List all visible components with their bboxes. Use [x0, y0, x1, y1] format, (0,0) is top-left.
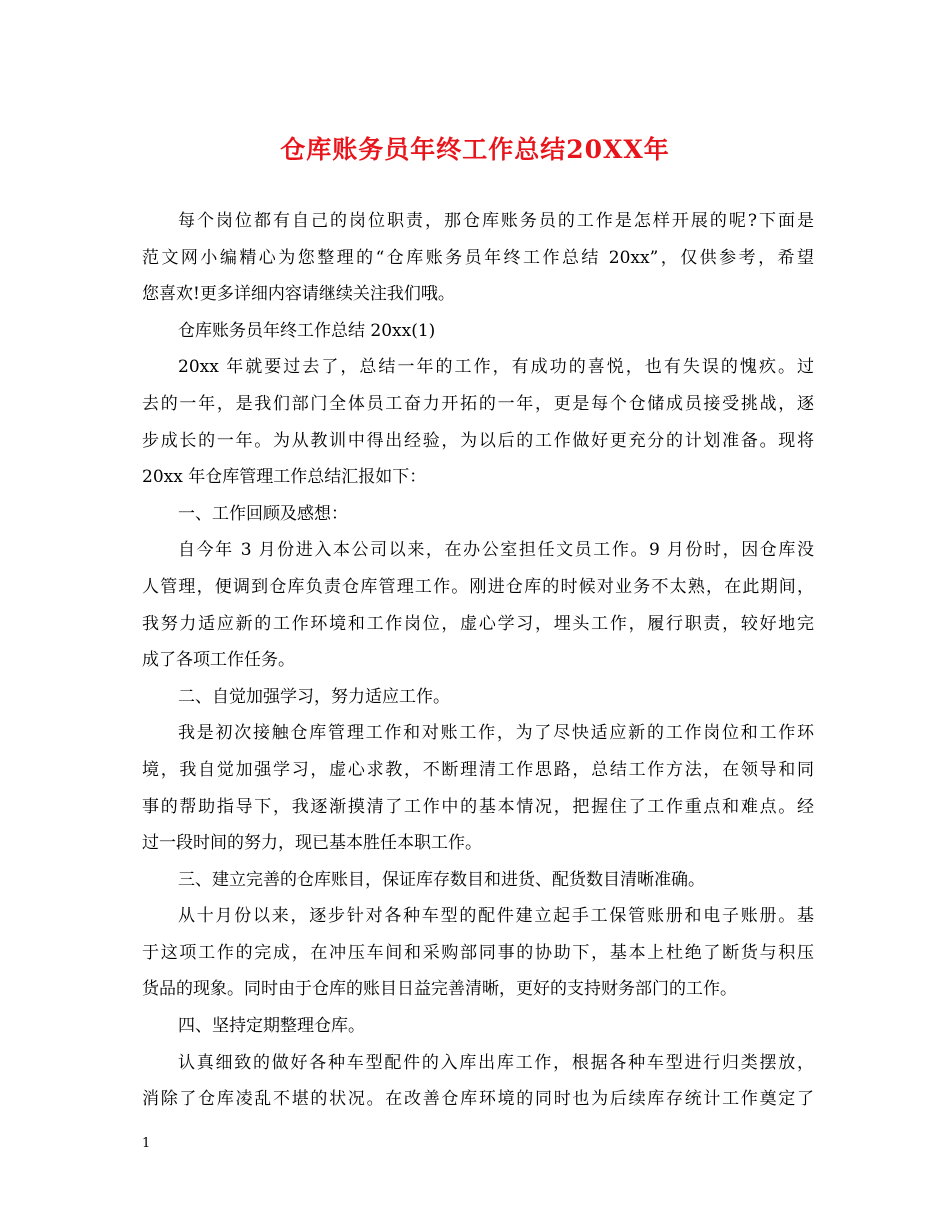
section-heading-2 [142, 679, 814, 716]
section-heading-4 [142, 1008, 814, 1045]
text-line: 一、工作回顾及感想： [178, 503, 348, 524]
text-line: 20xx 年就要过去了，总结一年的工作，有成功的喜悦，也有失误的愧疚。过 [178, 357, 814, 378]
text-line: 四、坚持定期整理仓库。 [178, 1016, 365, 1037]
paragraph-section-2 [142, 715, 814, 861]
paragraph-intro [142, 203, 814, 313]
text-line: 境，我自觉加强学习，虚心求教，不断理清工作思路，总结工作方法，在领导和同 [142, 759, 814, 780]
text-line: 货品的现象。同时由于仓库的账目日益完善清晰，更好的支持财务部门的工作。 [142, 979, 737, 1000]
text-line: 每个岗位都有自己的岗位职责，那仓库账务员的工作是怎样开展的呢?下面是 [178, 211, 814, 231]
text-line: 您喜欢!更多详细内容请继续关注我们哦。 [142, 284, 455, 305]
page-number: 1 [142, 1136, 151, 1151]
paragraph-section-4 [142, 1045, 814, 1118]
paragraph-section-3 [142, 898, 814, 1008]
document-title: 仓库账务员年终工作总结20XX年 [280, 135, 670, 164]
text-line: 我是初次接触仓库管理工作和对账工作，为了尽快适应新的工作岗位和工作环 [178, 723, 814, 744]
text-line: 我努力适应新的工作环境和工作岗位，虚心学习，埋头工作，履行职责，较好地完 [142, 613, 814, 634]
section-heading-3 [142, 862, 814, 899]
text-line: 人管理，便调到仓库负责仓库管理工作。刚进仓库的时候对业务不太熟，在此期间， [142, 576, 814, 597]
text-line: 过一段时间的努力，现已基本胜任本职工作。 [142, 833, 482, 854]
text-line: 20xx 年仓库管理工作总结汇报如下： [142, 467, 427, 488]
text-line: 去的一年，是我们部门全体员工奋力开拓的一年，更是每个仓储成员接受挑战，逐 [142, 393, 814, 414]
text-line: 于这项工作的完成，在冲压车间和采购部同事的协助下，基本上杜绝了断货与积压 [142, 942, 814, 963]
text-line: 事的帮助指导下，我逐渐摸清了工作中的基本情况，把握住了工作重点和难点。经 [142, 796, 814, 817]
section-heading-1 [142, 496, 814, 533]
document-body [142, 203, 814, 1118]
text-line: 二、自觉加强学习，努力适应工作。 [178, 686, 450, 707]
paragraph-subtitle [142, 313, 814, 350]
text-line: 三、建立完善的仓库账目，保证库存数目和进货、配货数目清晰准确。 [178, 869, 705, 890]
text-line: 自今年 3 月份进入本公司以来，在办公室担任文员工作。9 月份时，因仓库没 [178, 540, 814, 561]
text-line: 仓库账务员年终工作总结 20xx(1) [178, 320, 436, 341]
text-line: 成了各项工作任务。 [142, 650, 295, 671]
text-line: 消除了仓库凌乱不堪的状况。在改善仓库环境的同时也为后续库存统计工作奠定了 [142, 1089, 814, 1110]
text-line: 从十月份以来，逐步针对各种车型的配件建立起手工保管账册和电子账册。基 [178, 906, 814, 927]
text-line: 步成长的一年。为从教训中得出经验，为以后的工作做好更充分的计划准备。现将 [142, 430, 814, 451]
paragraph-summary [142, 349, 814, 495]
text-line: 认真细致的做好各种车型配件的入库出库工作，根据各种车型进行归类摆放， [178, 1052, 814, 1073]
paragraph-section-1 [142, 532, 814, 678]
text-line: 范文网小编精心为您整理的“仓库账务员年终工作总结 20xx”，仅供参考，希望 [142, 247, 814, 268]
